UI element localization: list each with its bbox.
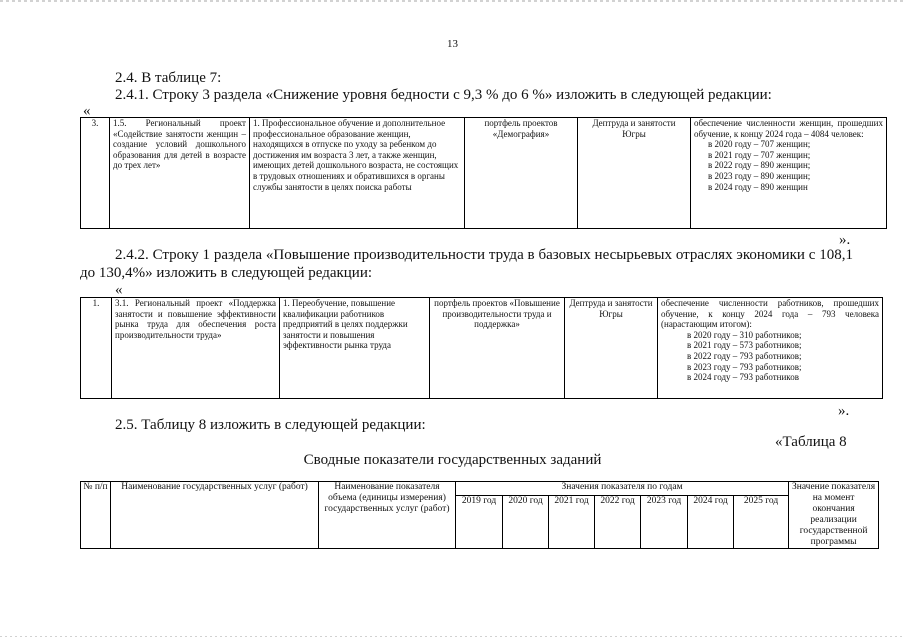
executor-cell: Дептруда и занятости Югры bbox=[578, 118, 691, 229]
result-line: в 2023 году – 793 работников; bbox=[687, 361, 802, 372]
result-line: в 2021 году – 573 работников; bbox=[687, 340, 802, 351]
table-7-row-1 bbox=[80, 297, 883, 399]
table-row bbox=[81, 118, 887, 229]
close-quote: ». bbox=[838, 403, 850, 419]
table-8-header bbox=[80, 481, 879, 549]
table-header-row bbox=[81, 482, 879, 496]
table-8-label: «Таблица 8 bbox=[775, 434, 847, 450]
open-quote: « bbox=[115, 282, 123, 298]
result-line: в 2020 году – 707 женщин; bbox=[708, 139, 811, 150]
result-cell bbox=[691, 118, 887, 229]
regional-project-cell: 3.1. Региональный проект «Поддержка занятости и повышение эффективности рынка труда для обеспечения роста производительности труда» bbox=[112, 298, 280, 399]
col-service-header: Наименование государственных услуг (работ) bbox=[111, 482, 319, 549]
regional-project-cell: 1.5. Региональный проект «Содействие занятости женщин – создание условий дошкольного образования для детей в возрасте до трех лет» bbox=[110, 118, 250, 229]
result-line: в 2021 году – 707 женщин; bbox=[708, 149, 811, 160]
col-number-header: № п/п bbox=[81, 482, 111, 549]
col-final-value-header: Значение показателя на момент окончания реализации государственной программы bbox=[789, 482, 879, 549]
col-values-header: Значения показателя по годам bbox=[456, 482, 789, 496]
result-line: в 2024 году – 890 женщин bbox=[708, 181, 808, 192]
result-line: в 2022 году – 793 работников; bbox=[687, 350, 802, 361]
result-line: в 2022 году – 890 женщин; bbox=[708, 160, 811, 171]
section-2-4-2-text: 2.4.2. Строку 1 раздела «Повышение производительности труда в базовых несырьевых отраслях экономики с 108,1 до 130,4%» изложить в следующей редакции: bbox=[80, 247, 853, 281]
section-2-4-1-text: 2.4.1. Строку 3 раздела «Снижение уровня бедности с 9,3 % до 6 %» изложить в следующей редакции: bbox=[115, 87, 772, 103]
close-quote: ». bbox=[839, 232, 851, 248]
table-7-row-3 bbox=[80, 117, 887, 229]
table-row bbox=[81, 298, 883, 399]
row-number: 3. bbox=[81, 118, 110, 229]
portfolio-cell: портфель проектов «Повышение производительности труда и поддержка» bbox=[430, 298, 565, 399]
open-quote: « bbox=[83, 103, 91, 119]
table-8-title: Сводные показатели государственных заданий bbox=[303, 452, 602, 468]
measure-cell: 1. Переобучение, повышение квалификации работников предприятий в целях поддержки занятости и повышения эффективности рынка труда bbox=[280, 298, 430, 399]
portfolio-cell: портфель проектов «Демография» bbox=[465, 118, 578, 229]
result-intro: обеспечение численности женщин, прошедших обучение, к концу 2024 года – 4084 человек: bbox=[694, 118, 883, 139]
result-line: в 2023 году – 890 женщин; bbox=[708, 170, 811, 181]
result-line: в 2020 году – 310 работников; bbox=[687, 329, 802, 340]
year-2020-header: 2020 год bbox=[503, 495, 549, 548]
page-number: 13 bbox=[447, 38, 458, 50]
year-2023-header: 2023 год bbox=[641, 495, 688, 548]
year-2022-header: 2022 год bbox=[595, 495, 641, 548]
section-2-4-heading: 2.4. В таблице 7: bbox=[115, 70, 222, 86]
col-indicator-header: Наименование показателя объема (единицы измерения) государственных услуг (работ) bbox=[319, 482, 456, 549]
measure-cell: 1. Профессиональное обучение и дополнительное профессиональное образование женщин, находящихся в отпуске по уходу за ребенком до достижения им возраста 3 лет, а также женщин, имеющих детей дошкольного возраста, не состоящих в трудовых отношениях и обратившихся в органы службы занятости в целях поиска работы bbox=[250, 118, 465, 229]
result-cell bbox=[658, 298, 883, 399]
year-2021-header: 2021 год bbox=[549, 495, 595, 548]
executor-cell: Дептруда и занятости Югры bbox=[565, 298, 658, 399]
scan-edge-top bbox=[0, 0, 905, 2]
year-2024-header: 2024 год bbox=[688, 495, 734, 548]
year-2019-header: 2019 год bbox=[456, 495, 503, 548]
result-line: в 2024 году – 793 работников bbox=[687, 372, 799, 383]
year-2025-header: 2025 год bbox=[734, 495, 789, 548]
result-intro: обеспечение численности работников, прошедших обучение, к концу 2024 года – 793 человека (нарастающим итогом): bbox=[661, 298, 879, 330]
row-number: 1. bbox=[81, 298, 112, 399]
scan-edge-bottom bbox=[0, 636, 905, 637]
section-2-5-text: 2.5. Таблицу 8 изложить в следующей редакции: bbox=[115, 417, 426, 433]
